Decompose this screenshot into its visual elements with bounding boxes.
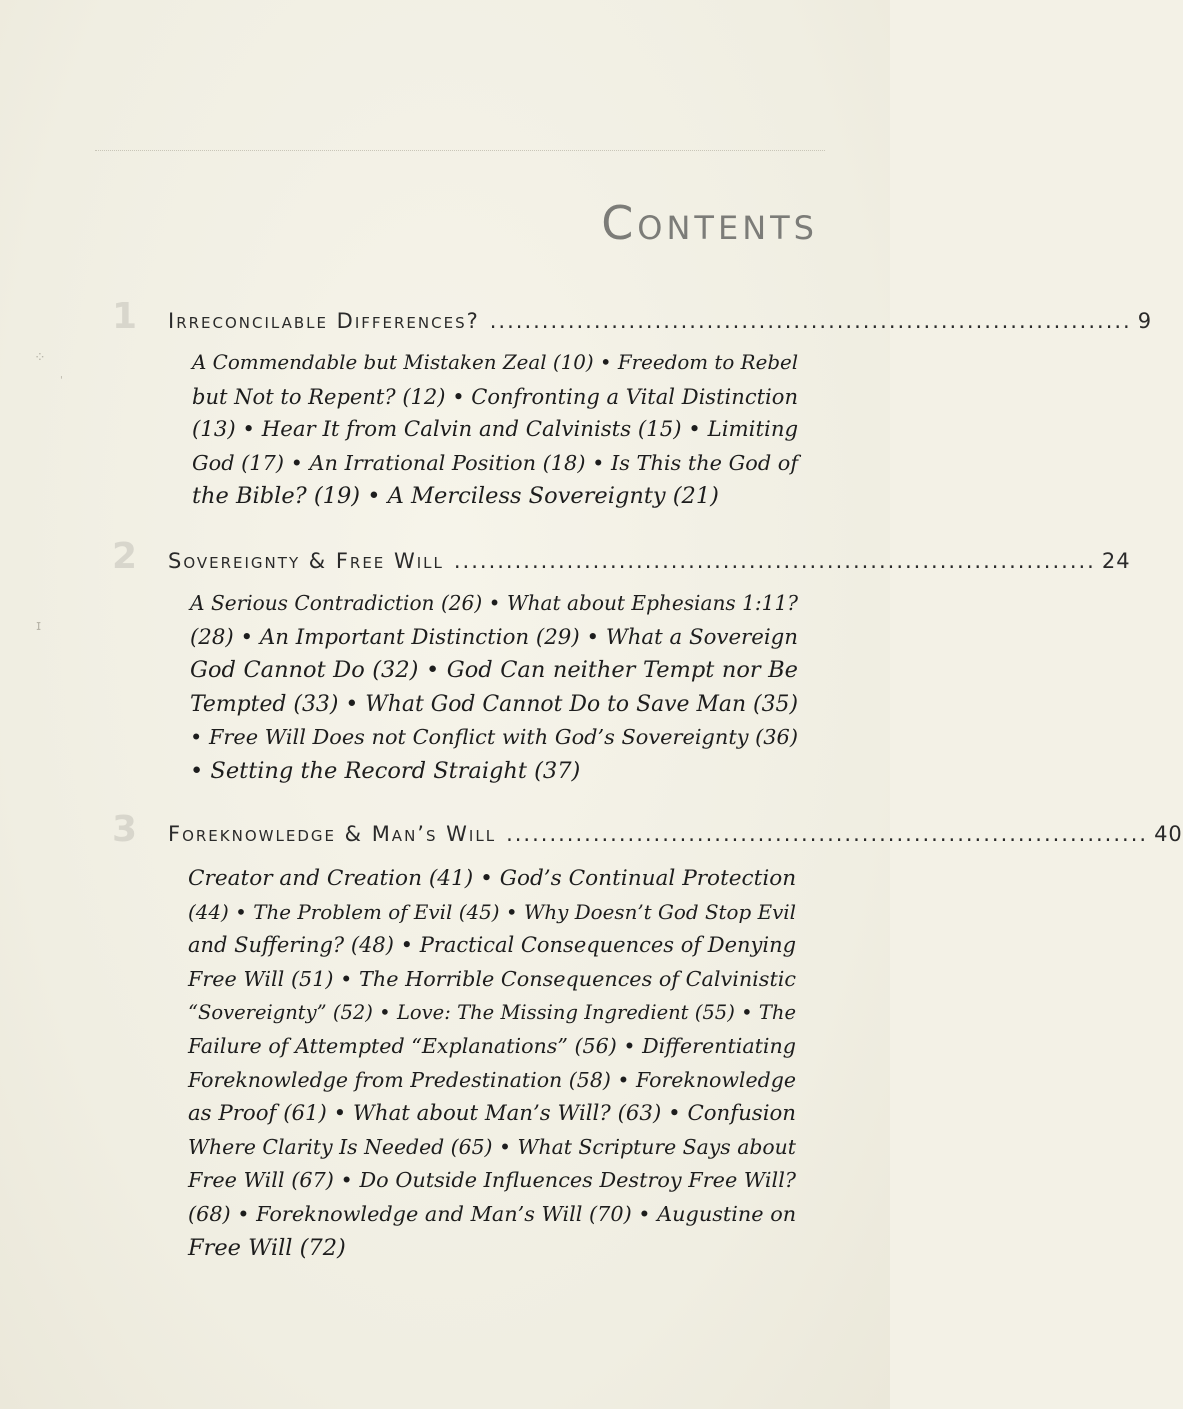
subtopic-line: Free Will (51) • The Horrible Consequences of Calvinistic <box>188 966 796 991</box>
chapter-subtopics <box>188 862 796 1265</box>
subtopic-line: Where Clarity Is Needed (65) • What Scripture Says about <box>188 1134 796 1159</box>
chapter-heading[interactable] <box>168 822 1183 846</box>
subtopic-line: but Not to Repent? (12) • Confronting a Vital Distinction <box>192 383 798 409</box>
top-divider <box>95 150 825 151</box>
subtopic-line: (28) • An Important Distinction (29) • What a Sovereign <box>190 624 798 650</box>
chapter-subtopics <box>190 587 798 789</box>
chapter-number: 1 <box>112 296 138 337</box>
subtopic-line: • Free Will Does not Conflict with God’s Sovereignty (36) <box>190 725 798 750</box>
chapter-page-number: 24 <box>1101 549 1131 573</box>
subtopic-line: (13) • Hear It from Calvin and Calvinists (15) • Limiting <box>192 417 799 443</box>
chapter-page-number: 40 <box>1154 822 1183 846</box>
subtopic-line: the Bible? (19) • A Merciless Sovereignty (21) <box>192 483 719 510</box>
subtopic-line: Tempted (33) • What God Cannot Do to Save Man (35) <box>190 691 798 717</box>
subtopic-line: Free Will (67) • Do Outside Influences Destroy Free Will? <box>188 1168 796 1193</box>
paper-speck: ⁘ <box>34 350 46 366</box>
paper-speck: ' <box>60 375 63 386</box>
subtopic-line: Free Will (72) <box>188 1234 346 1261</box>
subtopic-line: God (17) • An Irrational Position (18) • Is This the God of <box>192 450 799 475</box>
subtopic-line: as Proof (61) • What about Man’s Will? (63) • Confusion <box>188 1101 796 1127</box>
chapter-page-number: 9 <box>1137 309 1153 333</box>
subtopic-line: (44) • The Problem of Evil (45) • Why Doesn’t God Stop Evil <box>188 900 796 924</box>
chapter-heading[interactable] <box>168 549 1131 573</box>
subtopic-line: God Cannot Do (32) • God Can neither Tempt nor Be <box>190 657 798 684</box>
subtopic-line: A Serious Contradiction (26) • What about Ephesians 1:11? <box>190 591 798 615</box>
chapter-number: 3 <box>112 809 138 850</box>
chapter-number: 2 <box>112 536 138 577</box>
chapter-subtopics <box>192 346 798 514</box>
dot-leader: .......................................................................... <box>489 309 1132 333</box>
subtopic-line: and Suffering? (48) • Practical Consequences of Denying <box>188 933 796 958</box>
dot-leader: .......................................................................... <box>453 549 1096 573</box>
subtopic-line: Creator and Creation (41) • God’s Continual Protection <box>188 866 797 891</box>
subtopic-line: A Commendable but Mistaken Zeal (10) • Freedom to Rebel <box>192 351 799 374</box>
paper-speck: ɪ <box>36 618 42 634</box>
subtopic-line: (68) • Foreknowledge and Man’s Will (70) • Augustine on <box>188 1201 797 1226</box>
subtopic-line: Foreknowledge from Predestination (58) • Foreknowledge <box>188 1067 796 1092</box>
chapter-title: Foreknowledge & Man’s Will <box>168 822 497 846</box>
dot-leader: .......................................................................... <box>506 822 1149 846</box>
chapter-heading[interactable] <box>168 309 1153 333</box>
subtopic-line: • Setting the Record Straight (37) <box>190 757 581 784</box>
contents-title: Contents <box>601 196 818 250</box>
subtopic-line: “Sovereignty” (52) • Love: The Missing Ingredient (55) • The <box>188 1001 796 1025</box>
chapter-title: Irreconcilable Differences? <box>168 309 480 333</box>
subtopic-line: Failure of Attempted “Explanations” (56) • Differentiating <box>188 1033 796 1058</box>
chapter-title: Sovereignty & Free Will <box>168 549 444 573</box>
